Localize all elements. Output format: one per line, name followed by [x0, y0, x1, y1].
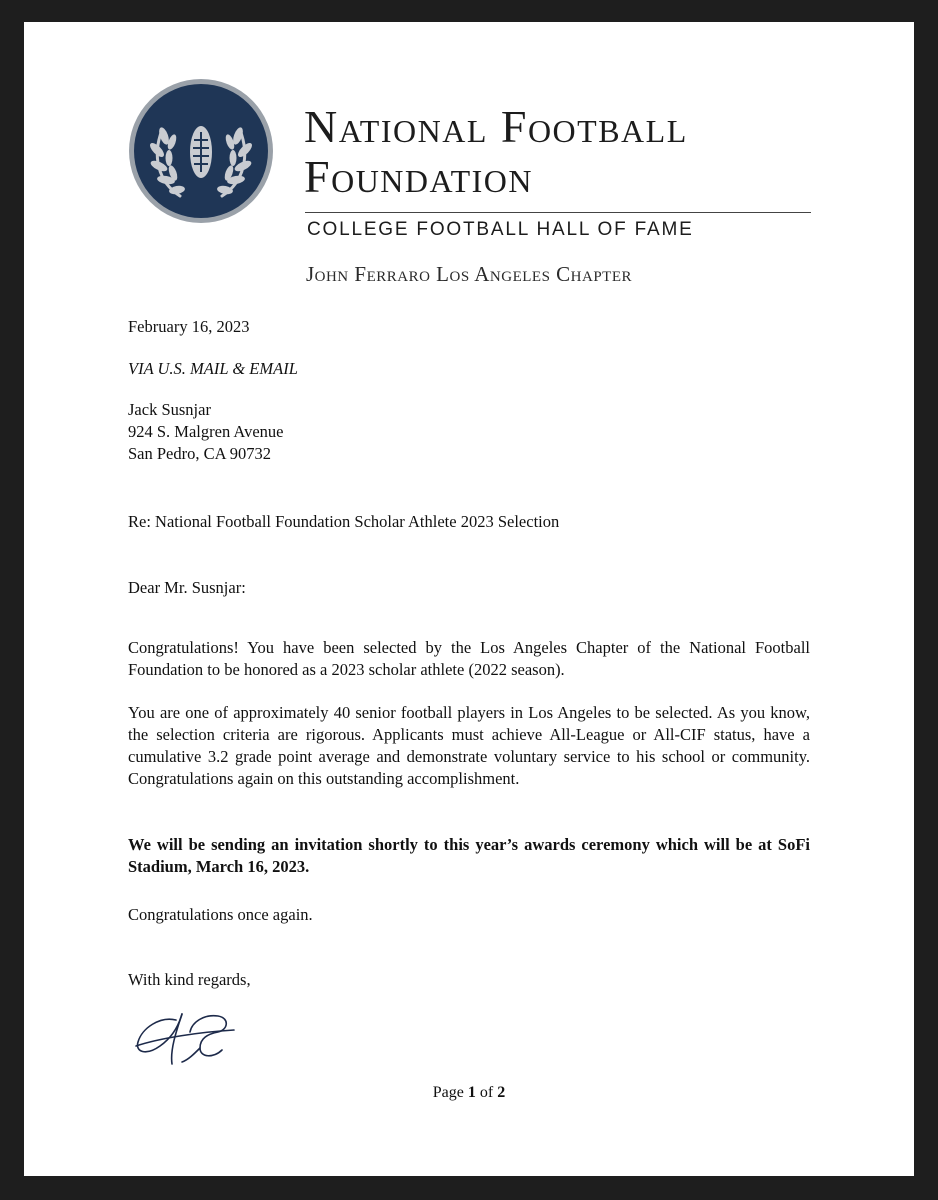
- salutation: Dear Mr. Susnjar:: [128, 578, 246, 597]
- organization-name-line2: Foundation: [304, 151, 534, 202]
- organization-name-line1: National Football: [304, 101, 688, 152]
- organization-name: [304, 102, 688, 202]
- body-paragraph-1: Congratulations! You have been selected by the Los Angeles Chapter of the National Football Foundation to be honored as a 2023 scholar athlete (2022 season).: [128, 637, 810, 679]
- nff-seal-logo: [128, 78, 274, 224]
- delivery-method: VIA U.S. MAIL & EMAIL: [128, 359, 298, 378]
- organization-tagline: COLLEGE FOOTBALL HALL OF FAME: [307, 219, 694, 240]
- closing-line: Congratulations once again.: [128, 905, 313, 924]
- body-paragraph-3: We will be sending an invitation shortly to this year’s awards ceremony which will be at SoFi Stadium, March 16, 2023.: [128, 834, 810, 876]
- sign-off: With kind regards,: [128, 970, 251, 989]
- page-number: [24, 1084, 914, 1102]
- letter-page: [24, 22, 914, 1176]
- page-prefix: Page: [432, 1084, 464, 1101]
- body-paragraph-2: You are one of approximately 40 senior football players in Los Angeles to be selected. As you know, the selection criteria are rigorous. Applicants must achieve All-League or All-CIF status, have a cumulative 3.2 grade point average and demonstrate voluntary service to his school or community. Congratulations again on this outstanding accomplishment.: [128, 702, 810, 788]
- letterhead-divider: [305, 212, 811, 213]
- page-of: of: [479, 1084, 494, 1101]
- page-current: 1: [467, 1084, 476, 1101]
- letter-subject: Re: National Football Foundation Scholar Athlete 2023 Selection: [128, 512, 560, 531]
- handwritten-signature: [130, 1002, 250, 1072]
- recipient-city: San Pedro, CA 90732: [128, 444, 272, 463]
- recipient-address: [128, 399, 810, 465]
- chapter-name: John Ferraro Los Angeles Chapter: [305, 262, 633, 286]
- recipient-name: Jack Susnjar: [128, 400, 211, 419]
- recipient-street: 924 S. Malgren Avenue: [128, 422, 284, 441]
- page-total: 2: [497, 1084, 506, 1101]
- letter-date: February 16, 2023: [128, 317, 250, 336]
